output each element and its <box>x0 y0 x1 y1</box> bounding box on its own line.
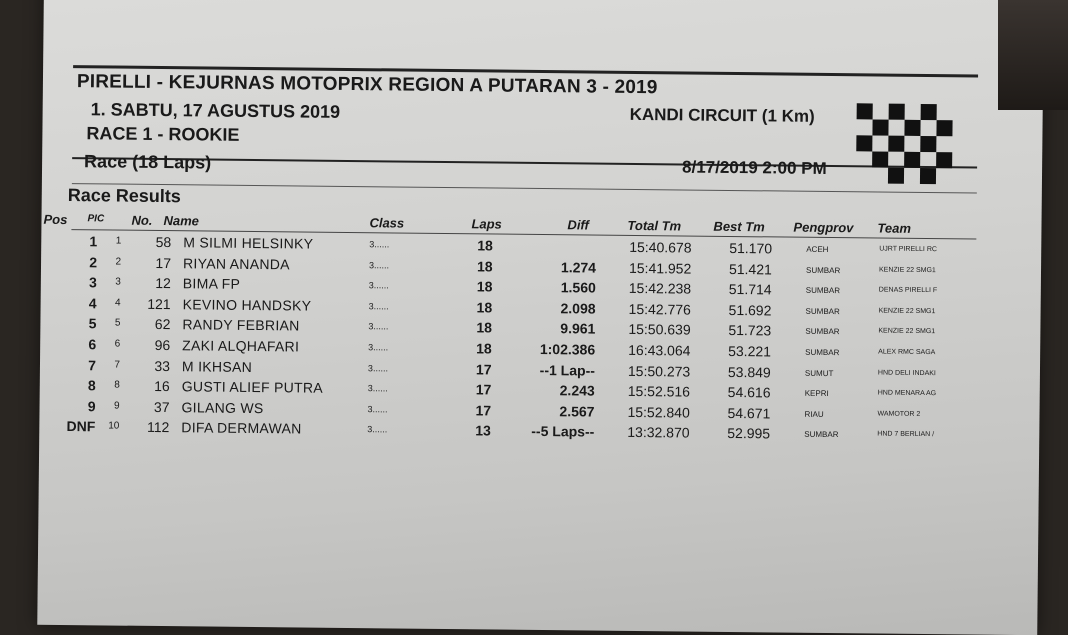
cell-no: 96 <box>40 336 170 353</box>
col-no: No. <box>131 213 152 228</box>
cell-total: 15:52.516 <box>628 383 690 400</box>
cell-total: 15:41.952 <box>629 260 691 277</box>
cell-team: ALEX RMC SAGA <box>878 349 935 357</box>
col-diff: Diff <box>567 217 589 232</box>
cell-class: 3...... <box>369 301 389 311</box>
cell-best: 51.170 <box>729 240 772 256</box>
cell-team: UJRT PIRELLI RC <box>879 246 937 254</box>
cell-pos: 7 <box>40 356 96 373</box>
cell-total: 15:40.678 <box>629 239 691 256</box>
cell-class: 3...... <box>369 239 389 249</box>
cell-class: 3...... <box>368 383 388 393</box>
cell-no: 112 <box>39 418 169 435</box>
cell-total: 16:43.064 <box>628 342 690 359</box>
col-best: Best Tm <box>713 219 764 235</box>
col-name: Name <box>163 213 199 228</box>
cell-team: HND MENARA AG <box>878 390 936 398</box>
cell-laps: 18 <box>477 237 493 253</box>
cell-no: 62 <box>40 315 170 332</box>
cell-prov: ACEH <box>806 245 828 254</box>
cell-best: 51.692 <box>729 302 772 318</box>
cell-diff: --5 Laps-- <box>39 418 594 440</box>
cell-laps: 18 <box>477 279 493 295</box>
cell-best: 53.849 <box>728 364 771 380</box>
cell-team: DENAS PIRELLI F <box>879 287 937 295</box>
cell-best: 52.995 <box>727 425 770 441</box>
cell-pos: 2 <box>41 253 97 270</box>
cell-laps: 18 <box>477 299 493 315</box>
col-total: Total Tm <box>627 218 681 234</box>
cell-prov: SUMBAR <box>804 430 838 439</box>
cell-diff: 2.098 <box>41 295 596 317</box>
col-pos: Pos <box>43 212 67 227</box>
cell-pic: 9 <box>40 400 120 412</box>
cell-name: RIYAN ANANDA <box>183 255 290 272</box>
cell-best: 53.221 <box>728 343 771 359</box>
cell-total: 15:52.840 <box>627 404 689 421</box>
cell-prov: SUMBAR <box>806 265 840 274</box>
cell-no: 58 <box>41 233 171 250</box>
event-date: 1. SABTU, 17 AGUSTUS 2019 <box>91 99 341 123</box>
cell-pic: 1 <box>41 235 121 247</box>
checkered-flag-icon <box>856 103 953 184</box>
cell-pic: 2 <box>41 255 121 267</box>
cell-pic: 5 <box>40 317 120 329</box>
cell-prov: KEPRI <box>805 389 829 398</box>
cell-laps: 17 <box>475 402 491 418</box>
cell-diff: --1 Lap-- <box>40 356 595 378</box>
cell-laps: 18 <box>477 258 493 274</box>
cell-best: 54.671 <box>727 405 770 421</box>
cell-class: 3...... <box>368 342 388 352</box>
cell-name: RANDY FEBRIAN <box>182 317 299 334</box>
cell-pos: 9 <box>39 398 95 415</box>
cell-no: 33 <box>40 356 170 373</box>
cell-class: 3...... <box>369 280 389 290</box>
cell-class: 3...... <box>369 260 389 270</box>
cell-pic: 4 <box>41 297 121 309</box>
cell-best: 51.421 <box>729 261 772 277</box>
cell-prov: RIAU <box>804 410 823 419</box>
cell-team: HND 7 BERLIAN / <box>877 431 934 439</box>
race-datetime: 8/17/2019 2:00 PM <box>682 157 827 179</box>
cell-best: 51.723 <box>728 322 771 338</box>
cell-diff: 9.961 <box>40 315 595 337</box>
event-title: PIRELLI - KEJURNAS MOTOPRIX REGION A PUTARAN 3 - 2019 <box>77 71 658 99</box>
cell-prov: SUMBAR <box>806 307 840 316</box>
col-laps: Laps <box>471 216 501 231</box>
results-title: Race Results <box>68 185 181 207</box>
col-class: Class <box>369 215 404 230</box>
cell-pic: 8 <box>40 379 120 391</box>
cell-pic: 3 <box>41 276 121 288</box>
cell-best: 51.714 <box>729 281 772 297</box>
cell-name: DIFA DERMAWAN <box>181 420 301 437</box>
cell-pic: 10 <box>39 420 119 432</box>
cell-no: 37 <box>39 398 169 415</box>
cell-diff: 2.243 <box>40 377 595 399</box>
cell-diff: 1.274 <box>41 253 596 275</box>
col-prov: Pengprov <box>793 220 853 236</box>
cell-name: GUSTI ALIEF PUTRA <box>182 378 323 395</box>
cell-name: M SILMI HELSINKY <box>183 234 313 251</box>
cell-pos: 6 <box>40 336 96 353</box>
cell-pos: 1 <box>41 233 97 250</box>
cell-best: 54.616 <box>728 384 771 400</box>
cell-diff: 1.560 <box>41 274 596 296</box>
cell-diff: 1:02.386 <box>40 336 595 358</box>
section-rule <box>72 183 977 193</box>
cell-pos: DNF <box>39 418 95 435</box>
cell-pic: 7 <box>40 358 120 370</box>
results-document <box>73 65 978 74</box>
race-name: RACE 1 - ROOKIE <box>86 123 239 146</box>
cell-pos: 4 <box>41 295 97 312</box>
cell-laps: 17 <box>476 382 492 398</box>
cell-name: ZAKI ALQHAFARI <box>182 337 299 354</box>
cell-team: KENZIE 22 SMG1 <box>879 307 936 315</box>
cell-no: 12 <box>41 274 171 291</box>
cell-laps: 18 <box>476 340 492 356</box>
cell-diff: 2.567 <box>39 398 594 420</box>
cell-laps: 18 <box>476 320 492 336</box>
cell-name: GILANG WS <box>181 399 263 416</box>
cell-laps: 17 <box>476 361 492 377</box>
cell-team: KENZIE 22 SMG1 <box>879 266 936 274</box>
cell-total: 15:50.273 <box>628 363 690 380</box>
cell-prov: SUMBAR <box>805 348 839 357</box>
col-pic: PIC <box>87 213 104 224</box>
cell-laps: 13 <box>475 423 491 439</box>
cell-class: 3...... <box>368 322 388 332</box>
cell-team: WAMOTOR 2 <box>877 410 920 417</box>
circuit-name: KANDI CIRCUIT (1 Km) <box>630 105 815 127</box>
cell-pos: 3 <box>41 274 97 291</box>
cell-no: 121 <box>41 295 171 312</box>
cell-total: 15:42.238 <box>629 280 691 297</box>
cell-pos: 5 <box>40 315 96 332</box>
cell-no: 17 <box>41 253 171 270</box>
cell-class: 3...... <box>367 404 387 414</box>
cell-class: 3...... <box>367 425 387 435</box>
cell-prov: SUMBAR <box>805 327 839 336</box>
race-laps: Race (18 Laps) <box>84 151 211 173</box>
cell-prov: SUMBAR <box>806 286 840 295</box>
cell-name: BIMA FP <box>183 275 241 292</box>
cell-total: 15:50.639 <box>628 321 690 338</box>
cell-name: M IKHSAN <box>182 358 252 375</box>
cell-no: 16 <box>40 377 170 394</box>
cell-prov: SUMUT <box>805 368 834 377</box>
background-object <box>998 0 1068 110</box>
col-team: Team <box>877 221 911 236</box>
cell-total: 13:32.870 <box>627 424 689 441</box>
cell-pos: 8 <box>40 377 96 394</box>
printed-sheet <box>37 0 1044 635</box>
cell-total: 15:42.776 <box>629 301 691 318</box>
cell-team: HND DELI INDAKI <box>878 369 936 377</box>
cell-pic: 6 <box>40 338 120 350</box>
cell-team: KENZIE 22 SMG1 <box>878 328 935 336</box>
cell-class: 3...... <box>368 363 388 373</box>
cell-name: KEVINO HANDSKY <box>183 296 312 313</box>
